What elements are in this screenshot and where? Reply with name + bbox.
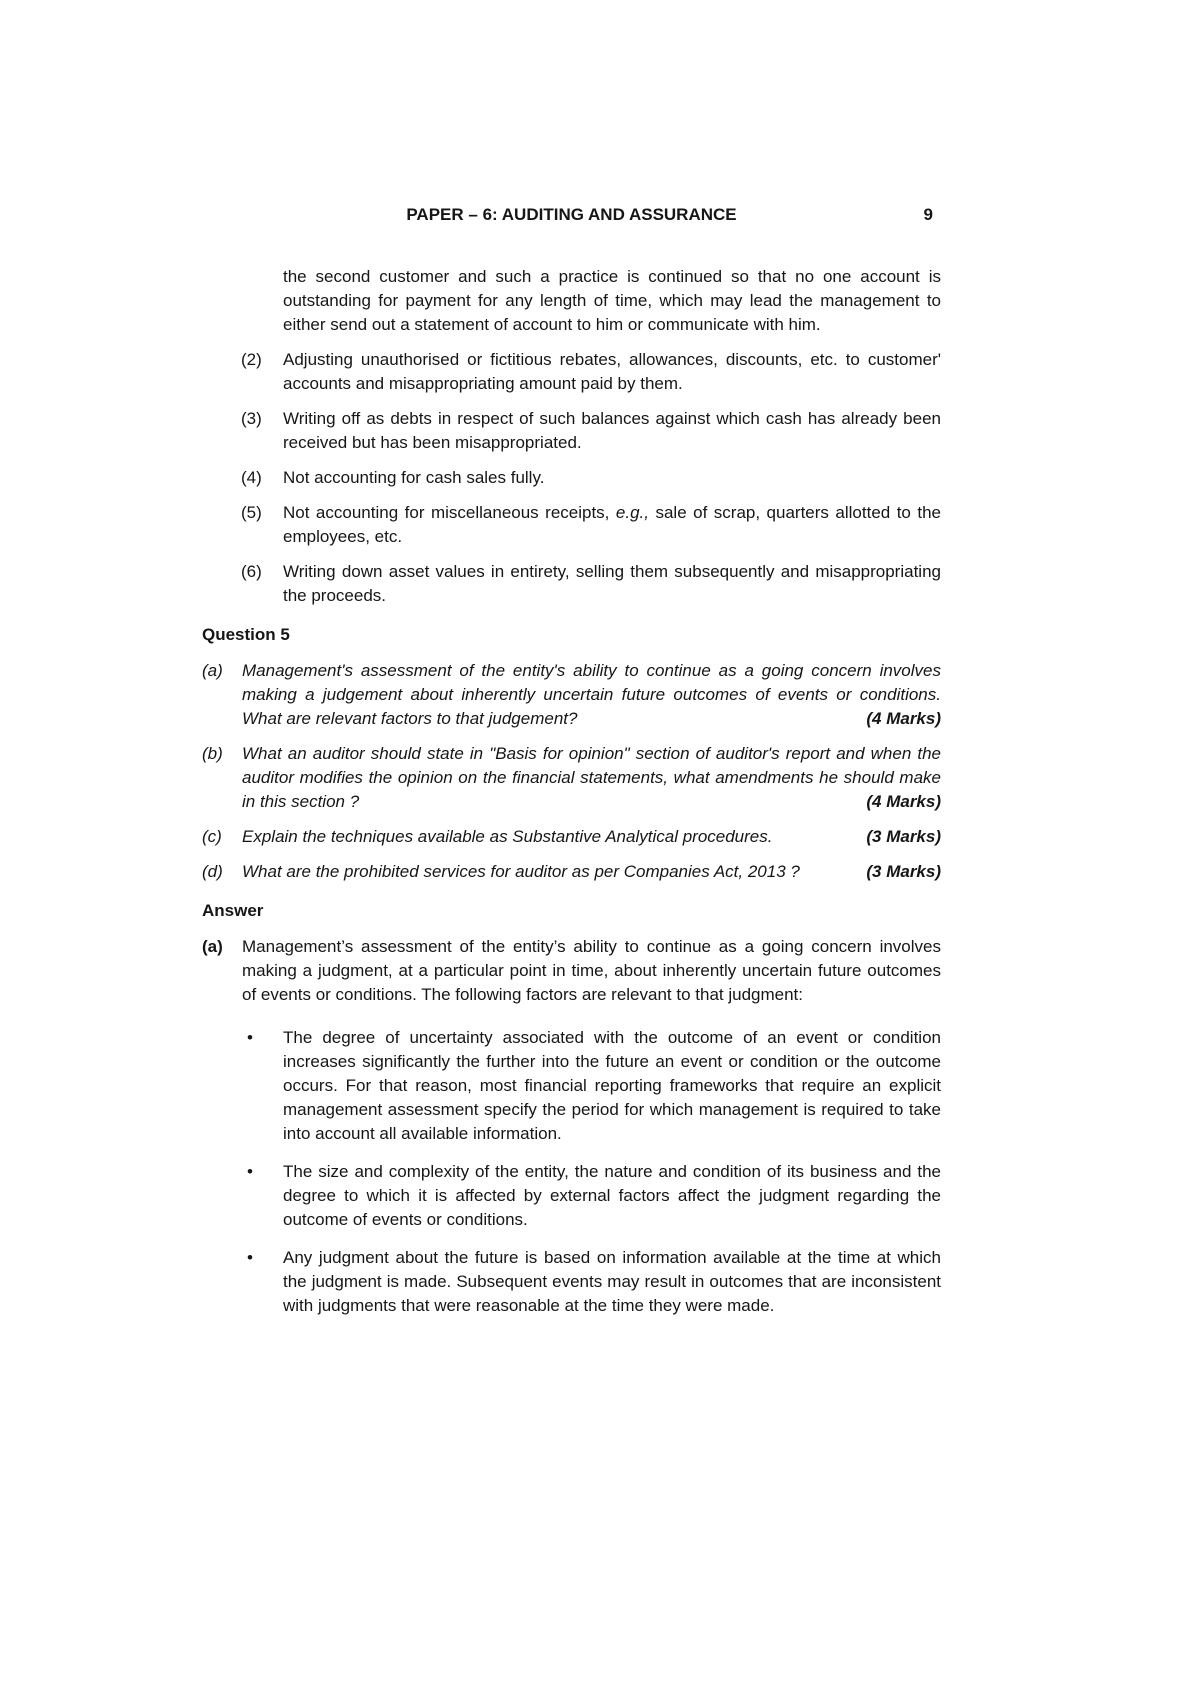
answer-item-label: (a) [202,937,223,956]
question-text: What an auditor should state in "Basis for opinion" section of auditor's report and when the auditor modifies the opinion on the financial statements, what amendments he should make in this section ? [242,744,941,811]
question-item [202,742,941,814]
bullet-text: The size and complexity of the entity, the nature and condition of its business and the degree to which it is affected by external factors affect the judgment regarding the outcome of events or conditions. [283,1162,941,1229]
question-item-text [242,742,941,814]
marks-badge: (4 Marks) [866,709,941,728]
question-item-label: (c) [202,827,222,846]
list-item [202,466,941,490]
marks-badge: (3 Marks) [866,827,941,846]
list-item-text: Adjusting unauthorised or fictitious rebates, allowances, discounts, etc. to customer' accounts and misappropriating amount paid by them. [283,350,941,393]
question-item [202,659,941,731]
marks-badge: (3 Marks) [866,862,941,881]
list-item-number: (5) [241,503,262,522]
list-item-text: Writing down asset values in entirety, selling them subsequently and misappropriating the proceeds. [283,562,941,605]
list-item-number: (3) [241,409,262,428]
answer-item-text: Management’s assessment of the entity’s ability to continue as a going concern involves making a judgment, at a particular point in time, about inherently uncertain future outcomes of events or conditions. The following factors are relevant to that judgment: [242,937,941,1004]
bullet-item [202,1160,941,1232]
list-item-text-part: sale of scrap, quarters allotted to the employees, etc. [283,503,941,546]
list-item-number: (2) [241,350,262,369]
bullet-text: Any judgment about the future is based on information available at the time at which the judgment is made. Subsequent events may result in outcomes that are inconsistent with judgments that were reasonable at the time they were made. [283,1248,941,1315]
list-item [202,348,941,396]
list-item-text-italic: e.g., [615,503,649,522]
document-title: PAPER – 6: AUDITING AND ASSURANCE [406,205,737,224]
question-item-label: (d) [202,862,223,881]
page-header [202,203,941,227]
question-item [202,860,941,884]
bullet-item [202,1026,941,1146]
bullet-icon: • [247,1028,253,1047]
question-item-text [242,860,941,884]
list-item-text: Writing off as debts in respect of such balances against which cash has already been received but has been misappropriated. [283,409,941,452]
list-item [202,560,941,608]
list-item-text-part: Not accounting for miscellaneous receipts, [283,503,616,522]
list-item-text [283,501,941,549]
question-text: Explain the techniques available as Substantive Analytical procedures. [242,827,773,846]
bullet-item [202,1246,941,1318]
list-item-text: Not accounting for cash sales fully. [283,468,545,487]
list-item [202,407,941,455]
question-item-label: (b) [202,744,223,763]
marks-badge: (4 Marks) [866,792,941,811]
question-text: What are the prohibited services for auditor as per Companies Act, 2013 ? [242,862,800,881]
question-item [202,825,941,849]
page-content [202,203,941,1332]
page-number: 9 [923,205,933,224]
question-item-label: (a) [202,661,223,680]
answer-heading: Answer [202,901,264,920]
list-item-number: (6) [241,562,262,581]
question-text: Management's assessment of the entity's ability to continue as a going concern involves making a judgement about inherently uncertain future outcomes of events or conditions. What are relevant factors to that judgement? [242,661,941,728]
bullet-icon: • [247,1162,253,1181]
question-item-text [242,825,941,849]
question-heading: Question 5 [202,625,290,644]
bullet-icon: • [247,1248,253,1267]
answer-item [202,935,941,1007]
continuation-paragraph: the second customer and such a practice is continued so that no one account is outstanding for payment for any length of time, which may lead the management to either send out a statement of account to him or communicate with him. [283,267,941,334]
question-item-text [242,659,941,731]
list-item [202,501,941,549]
bullet-text: The degree of uncertainty associated with the outcome of an event or condition increases significantly the further into the future an event or condition or the outcome occurs. For that reason, most financial reporting frameworks that require an explicit management assessment specify the period for which management is required to take into account all available information. [283,1028,941,1143]
list-item-number: (4) [241,468,262,487]
